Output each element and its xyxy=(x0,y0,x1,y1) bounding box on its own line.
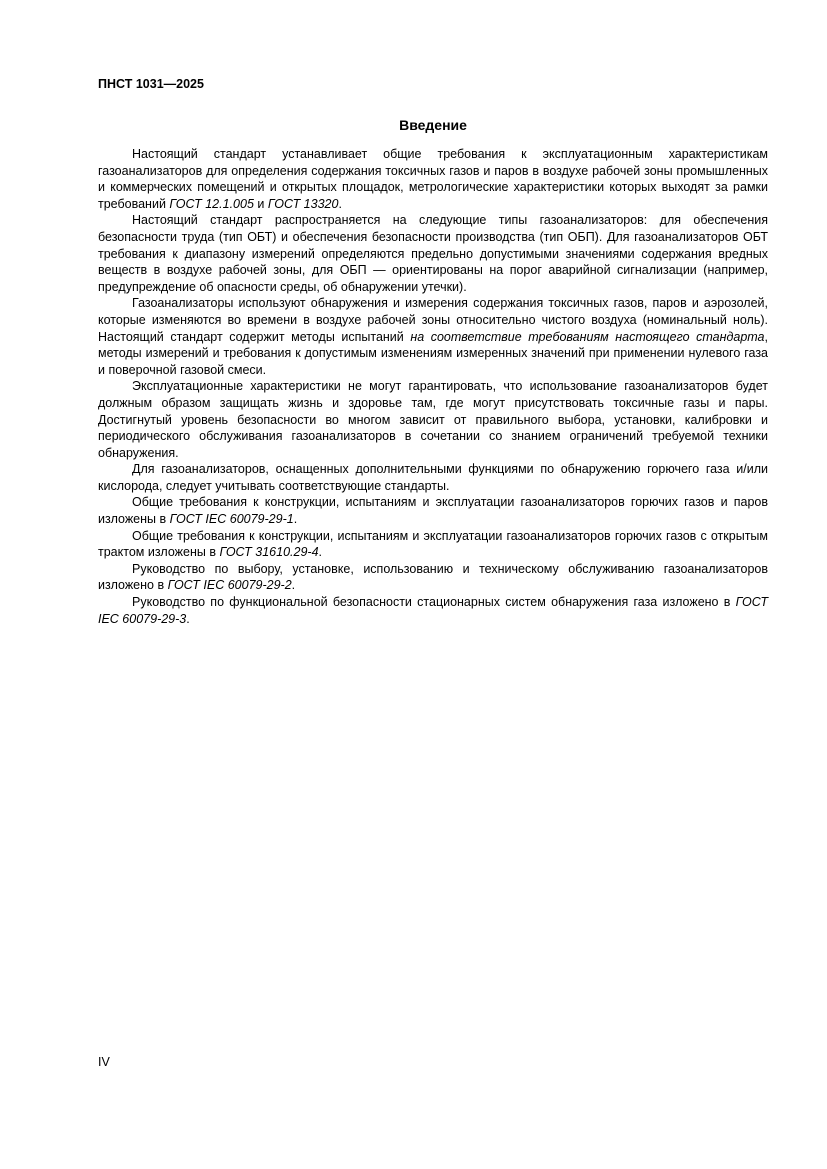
reference-citation: ГОСТ 13320 xyxy=(267,196,339,211)
reference-citation: на соответствие требованиям настоящего стандарта xyxy=(410,329,765,344)
reference-citation: ГОСТ IEC 60079-29-1 xyxy=(169,512,294,527)
paragraph-text: Общие требования к конструкции, испытаниям и эксплуатации газоанализаторов горючих газов и паров изложены в xyxy=(98,495,768,527)
body-paragraph xyxy=(98,295,768,378)
paragraph-text: Газоанализаторы используют обнаружения и измерения содержания токсичных газов, паров и аэрозолей, которые изменяются во времени в воздухе рабочей зоны относительно чистого воздуха (номинальный ноль). Настоящий стандарт содержит методы испытаний xyxy=(98,296,768,344)
reference-citation: ГОСТ IEC 60079-29-2 xyxy=(167,578,292,593)
paragraph-text: Эксплуатационные характеристики не могут гарантировать, что использование газоанализаторов будет должным образом защищать жизнь и здоровье там, где могут присутствовать токсичные газы и пары. Достигнутый уровень безопасности во многом зависит от правильного выбора, установки, калибровки и периодического обслуживания газоанализаторов в сочетании со знанием ограничений требуемой техники обнаружения. xyxy=(98,379,768,460)
paragraph-text: и xyxy=(253,196,268,211)
section-title: Введение xyxy=(399,117,467,133)
body-paragraph xyxy=(98,461,768,494)
body-paragraph xyxy=(98,528,768,561)
body-paragraph xyxy=(98,146,768,212)
paragraph-text: , методы измерений и требования к допустимым изменениям измеренных значений при применении нулевого газа и поверочной газовой смеси. xyxy=(98,329,768,377)
paragraph-text: Руководство по выбору, установке, использованию и техническому обслуживанию газоанализаторов изложено в xyxy=(98,561,768,593)
paragraph-text: Настоящий стандарт распространяется на следующие типы газоанализаторов: для обеспечения безопасности труда (тип ОБТ) и обеспечения безопасности производства (тип ОБП). Для газоанализаторов ОБТ требования к диапазону измерений определяются предельно допустимыми значениями содержания вредных веществ в воздухе рабочей зоны, для ОБП — ориентированы на порог аварийной сигнализации (например, предупреждение об опасности среды, об обнаружении утечки). xyxy=(98,213,768,294)
body-paragraph xyxy=(98,494,768,527)
paragraph-text: . xyxy=(318,545,323,560)
body-paragraph xyxy=(98,594,768,627)
paragraph-text: Руководство по функциональной безопасности стационарных систем обнаружения газа изложено в xyxy=(132,595,736,610)
body-paragraph xyxy=(98,378,768,461)
reference-citation: ГОСТ 12.1.005 xyxy=(169,196,254,211)
paragraph-text: Общие требования к конструкции, испытаниям и эксплуатации газоанализаторов горючих газов с открытым трактом изложены в xyxy=(98,528,768,560)
document-id: ПНСТ 1031—2025 xyxy=(98,77,204,91)
paragraph-text: Для газоанализаторов, оснащенных дополнительными функциями по обнаружению горючего газа и/или кислорода, следует учитывать соответствующие стандарты. xyxy=(98,462,768,493)
paragraph-text: . xyxy=(291,578,296,593)
paragraph-text: . xyxy=(293,512,298,527)
body-paragraph xyxy=(98,561,768,594)
page-number: IV xyxy=(98,1055,110,1069)
introduction-body xyxy=(98,146,768,627)
paragraph-text: Настоящий стандарт устанавливает общие требования к эксплуатационным характеристикам газоанализаторов для определения содержания токсичных газов и паров в воздухе рабочей зоны промышленных и коммерческих помещений и открытых площадок, метрологические характеристики которых выходят за рамки требований xyxy=(98,147,768,211)
paragraph-text: . xyxy=(186,611,190,626)
reference-citation: ГОСТ 31610.29-4 xyxy=(219,545,319,560)
reference-citation: ГОСТ IEC 60079-29-3 xyxy=(98,595,768,626)
body-paragraph xyxy=(98,212,768,295)
paragraph-text: . xyxy=(338,196,342,211)
